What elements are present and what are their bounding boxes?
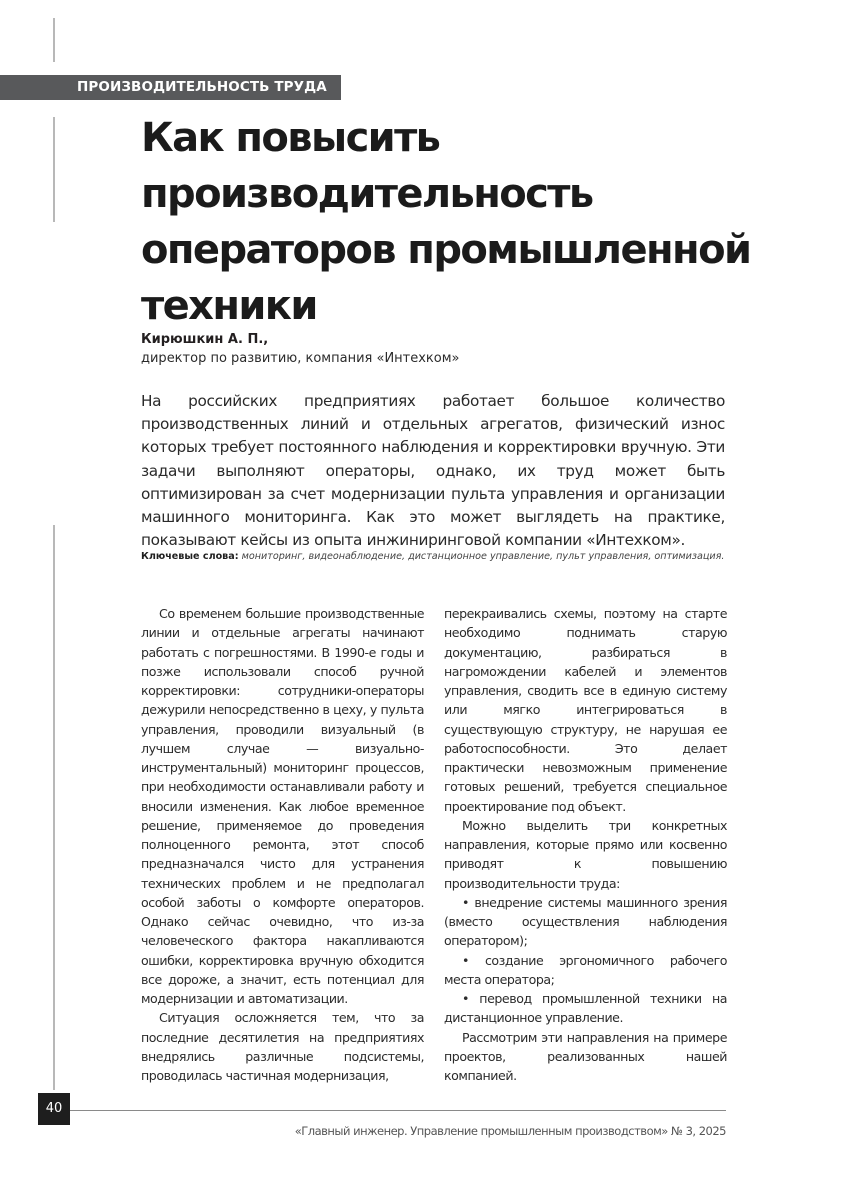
keywords [141,550,725,564]
article-title [141,110,781,334]
title-line: операторов промышленной [141,227,751,273]
margin-rule-top [53,18,55,62]
body-paragraph: Ситуация осложняется тем, что за последние десятилетия на предприятиях внедрялись различные подсистемы, проводилась частичная модернизация, [141,1010,424,1083]
list-item: • внедрение системы машинного зрения (вместо осуществления наблюдения оператором); [444,894,727,949]
keywords-label: Ключевые слова: [141,551,239,562]
page-number: 40 [38,1093,70,1125]
title-line: техники [141,283,317,329]
author-position: директор по развитию, компания «Интехком» [141,351,460,366]
rubric-label: ПРОИЗВОДИТЕЛЬНОСТЬ ТРУДА [77,79,327,95]
list-item: • перевод промышленной техники на дистанционное управление. [444,991,727,1026]
margin-rule-title [53,117,55,222]
journal-footer: «Главный инженер. Управление промышленным производством» № 3, 2025 [294,1124,726,1138]
author-name: Кирюшкин А. П., [141,332,269,347]
body-paragraph: Можно выделить три конкретных направления, которые прямо или косвенно приводят к повышению производительности труда: [444,817,727,891]
body-paragraph: Со временем большие производственные линии и отдельные агрегаты начинают работать с погрешностями. В 1990-е годы и позже использовали способ ручной корректировки: сотрудники-операторы дежурили непосредственно в цеху, у пульта управления, проводили визуальный (в лучшем случае — визуально-инструментальный) мониторинг процессов, при необходимости останавливали работу и вносили изменения. Как любое временное решение, применяемое до проведения полноценного ремонта, этот способ предназначался чисто для устранения технических проблем и не предполагал особой заботы о комфорте операторов. Однако сейчас очевидно, что из-за человеческого фактора накапливаются ошибки, корректировка вручную обходится все дороже, а значит, есть потенциал для модернизации и автоматизации. [141,606,424,1006]
margin-rule-body [53,525,55,1090]
section-rubric [0,75,341,100]
body-paragraph: перекраивались схемы, поэтому на старте необходимо поднимать старую документацию, разбираться в нагромождении кабелей и элементов управления, сводить все в единую систему или мягко интегрироваться в существующую структуру, не нарушая ее работоспособности. Это делает практически невозможным применение готовых решений, требуется специальное проектирование под объект. [444,606,727,814]
title-line: Как повысить [141,115,440,161]
body-column-left [141,604,424,1085]
keywords-text: мониторинг, видеонаблюдение, дистанционное управление, пульт управления, оптимизация. [241,551,725,562]
body-column-right [444,604,727,1085]
list-item: • создание эргономичного рабочего места оператора; [444,952,727,987]
author-block [141,330,460,368]
lead-paragraph: На российских предприятиях работает большое количество производственных линий и отдельных агрегатов, физический износ которых требует постоянного наблюдения и корректировки вручную. Эти задачи выполняют операторы, однако, их труд может быть оптимизирован за счет модернизации пульта управления и организации машинного мониторинга. Как это может выглядеть на практике, показывают кейсы из опыта инжиниринговой компании «Интехком». [141,392,725,550]
body-paragraph: Рассмотрим эти направления на примере проектов, реализованных нашей компанией. [444,1029,727,1083]
footer-rule [70,1110,726,1111]
title-line: производительность [141,171,593,217]
